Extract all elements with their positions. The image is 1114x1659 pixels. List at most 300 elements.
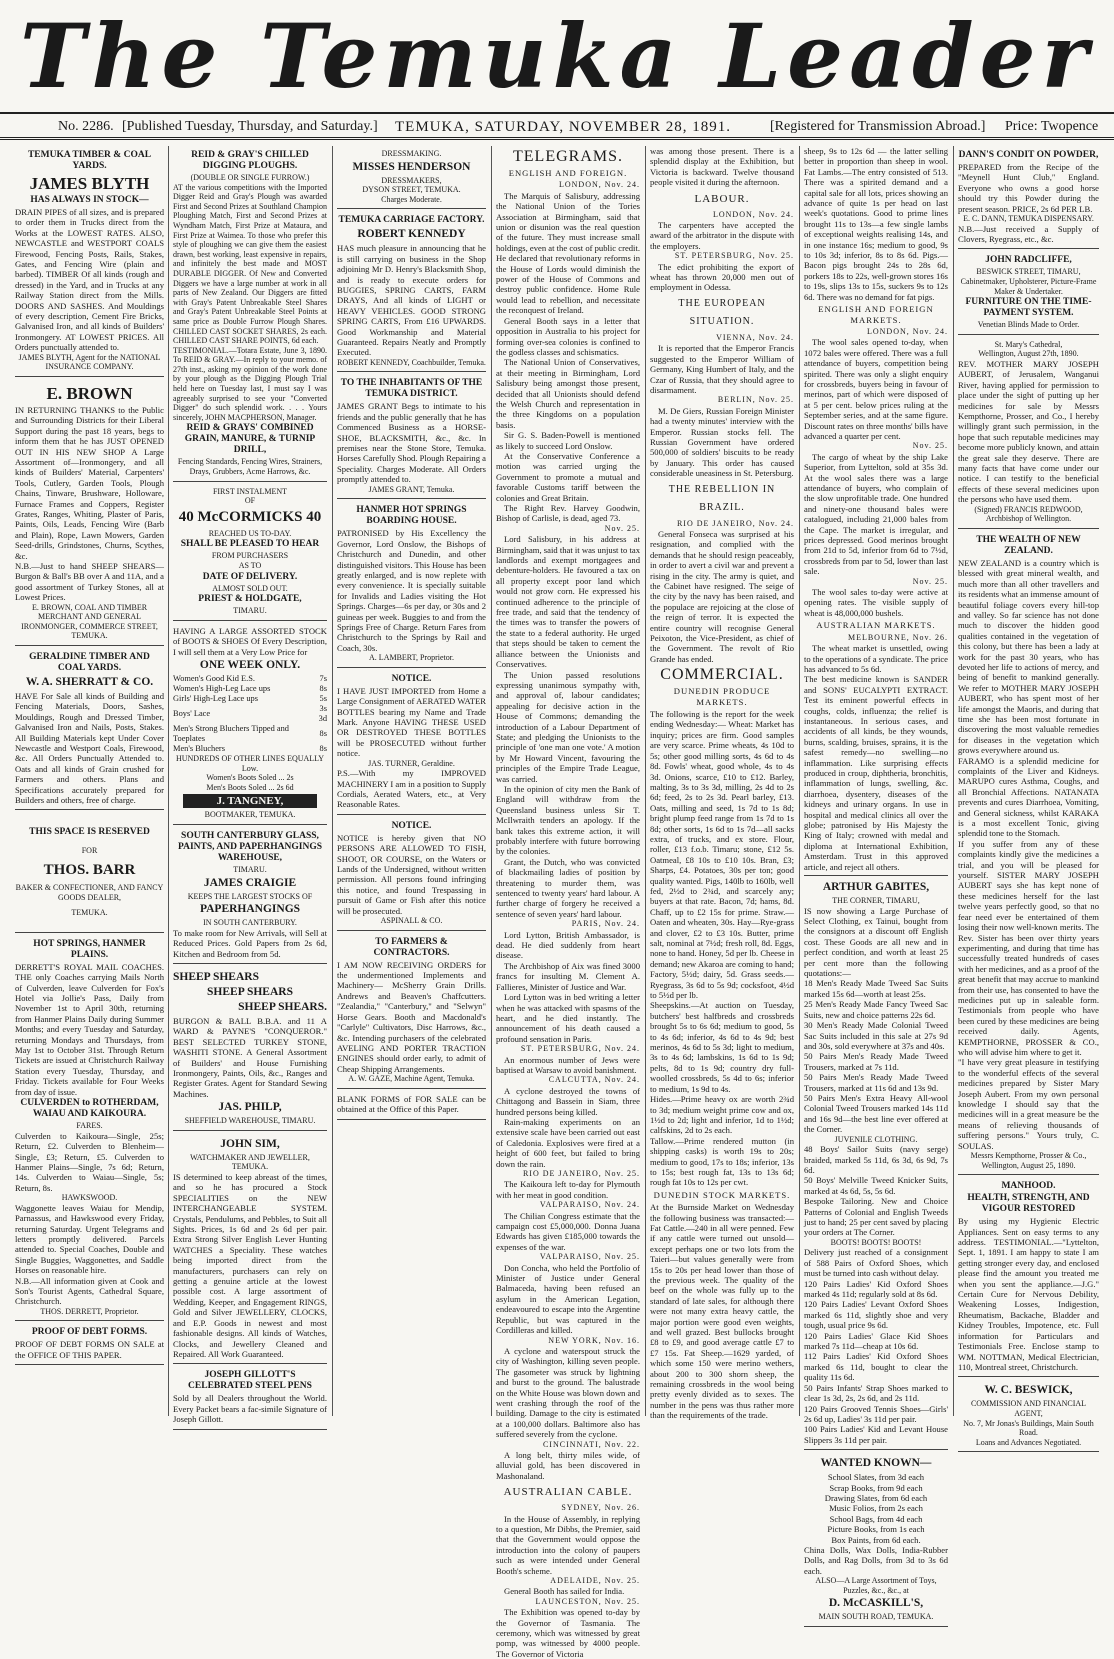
- price-row: [173, 744, 327, 754]
- ad-body: I AM NOW RECEIVING ORDERS for the undermentioned Implements and Machinery— McSherry Grain Drills. Andrews and Beaven's Chaffcutters. "Zealandia," "Canterbury," and "Selwyn" Horse Gears. Booth and Macdonald's "Carlyle" Cultivators, Disc Harrows, &c., &c. Intending purchasers of the celebrated AVELING AND PORTER TRACTION ENGINES should order early, to admit of Cheap Shipping Arrangements.: [337, 959, 486, 1074]
- price-item: Boys' Lace: [173, 709, 211, 718]
- list-item: Music Folios, from 2s each: [829, 1503, 923, 1514]
- ad-body: China Dolls, Wax Dolls, India-Rubber Dolls, and Rag Dolls, from 3d to 3s 6d each.: [804, 1544, 948, 1576]
- list-item: 25 Men's Ready Made Fancy Tweed Sac Suits, new and choice patterns 22s 6d.: [804, 999, 948, 1020]
- dispatch-text: The Marquis of Salisbury, addressing the National Union of the Tories Association at Birmingham, said that union or disunion was the real question of the future. They must increase small holdings, even at the cost of public credit. He declared that revolutionary reforms in the House of Lords would diminish the power of the House of Commons and destroy public confidence. Home Rule would lead to rebellion, and necessitate the reconquest of Ireland.: [496, 190, 640, 316]
- column-7: [955, 146, 1102, 1447]
- place-and-date: TEMUKA, SATURDAY, NOVEMBER 28, 1891.: [395, 119, 732, 135]
- list-item: 120 Pairs Ladies' Levant Oxford Shoes marked 6s 11d, slightly shoe and very tough, usual price 9s 6d.: [804, 1299, 948, 1331]
- section-title: TELEGRAMS.: [513, 148, 623, 165]
- column-6: [801, 146, 951, 1622]
- ad-signature: JAMES GRANT, Temuka.: [368, 484, 455, 494]
- list-item: 50 Pairs Infants' Strap Shoes marked to clear 1s 3d, 2s, 2s 6d, and 2s 11d.: [804, 1382, 948, 1404]
- telegram-list: [650, 333, 794, 479]
- ad-signature: THOS. DERRETT, Proprietor.: [40, 1306, 139, 1316]
- ad-signature: JAMES BLYTH, Agent for the NATIONAL INSURANCE COMPANY.: [18, 352, 161, 372]
- ad-note: N.B.—All information given at Cook and Son's Tourist Agents, Cathedral Square, Christchurch.: [15, 1275, 164, 1307]
- telegram-list: [650, 210, 794, 293]
- route-title: CULVERDEN to ROTHERDAM, WAIAU AND KAIKOURA.: [20, 1098, 159, 1120]
- ad-signature: A. LAMBERT, Proprietor.: [369, 653, 454, 663]
- column-rule: [332, 146, 333, 1416]
- advertiser-name: D. McCASKILL'S,: [828, 1597, 924, 1610]
- ad-of: OF: [244, 496, 256, 506]
- ad-line: AS TO: [238, 561, 262, 570]
- ad-trade: BOOTMAKER, TEMUKA.: [204, 810, 296, 820]
- section-title: COMMERCIAL.: [660, 666, 784, 684]
- ad-signature: ASPINALL & CO.: [380, 916, 443, 926]
- dispatch-text: The National Union of Conservatives, at their meeting in Birmingham, Lord Salisbury being amongst those present, decided that all Unionists should defend the Welsh Church and representation in the three Kingdoms on a population basis.: [496, 357, 640, 430]
- dispatch-dateline: SYDNEY, Nov. 26.: [561, 1503, 640, 1513]
- advertiser-name: E. BROWN: [46, 383, 133, 403]
- dispatch-dateline: Nov. 25.: [604, 523, 640, 533]
- ad-signature: ROBERT KENNEDY, Coachbuilder, Temuka.: [337, 357, 486, 367]
- ad-line: FROM PURCHASERS: [211, 551, 289, 561]
- newspaper-columns: [12, 146, 1102, 1659]
- column-4-telegrams: [493, 146, 643, 1659]
- ad-header: GERALDINE TIMBER AND COAL YARDS.: [29, 651, 150, 673]
- ad-note: Loans and Advances Negotiated.: [975, 1437, 1082, 1447]
- list-item: 120 Pairs Ladies' Glace Kid Shoes marked 7s 11d—cheap at 10s 6d.: [804, 1330, 948, 1352]
- ad-aspinall-notice: [337, 817, 486, 931]
- list-item: Delivery just reached of a consignment of 588 Pairs of Oxford Shoes, which must be turned into cash without delay.: [804, 1247, 948, 1279]
- dispatch-text: The Kaikoura left to-day for Plymouth with her meat in good condition.: [496, 1179, 640, 1200]
- ad-header: SOUTH CANTERBURY GLASS, PAINTS, AND PAPERHANGINGS WAREHOUSE,: [177, 830, 322, 863]
- dispatch-text: The edict prohibiting the export of wheat has thrown 20,000 men out of employment in Odessa.: [650, 261, 794, 293]
- ad-header: NOTICE.: [391, 820, 432, 831]
- ad-blyth: [15, 146, 164, 377]
- ad-mccormicks: [173, 484, 327, 621]
- ad-header: THE WEALTH OF NEW ZEALAND.: [976, 534, 1081, 556]
- section-title: THE EUROPEAN SITUATION.: [678, 297, 766, 327]
- section-subtitle: DUNEDIN PRODUCE MARKETS.: [673, 686, 771, 707]
- dispatch-text: The wool sales opened to-day, when 1072 bales were offered. There was a full attendance of buyers, competition being spirited. There was only a slight enquiry for crossbreds, buyers being in favour of merinos, part of which were disposed of at 5 per cent. below prices ruling at the September series, and at the same figure. Discount rates on three months' bills have advanced a quarter per cent.: [804, 337, 948, 441]
- ad-note: HUNDREDS OF OTHER LINES EQUALLY Low.: [175, 754, 325, 773]
- ad-place: DYSON STREET, TEMUKA.: [362, 185, 461, 195]
- price-value: 3s 3d: [318, 704, 327, 723]
- advertiser-name: W. A. SHERRATT & CO.: [25, 675, 154, 688]
- ad-place: No. 7, Mr Jonas's Buildings, Main South Road.: [963, 1418, 1094, 1438]
- ad-barr: [15, 812, 164, 932]
- ad-testimonial: TESTIMONIAL.—Totara Estate, June 3, 1890. To REID & GRAY.—In reply to your memo. of 27th inst., asking my opinion of the work done by your plough as the Digging Plough Trial held here on Tuesday last, I must say I was agreeably surprised to see your "Converted Digger" do such splendid work. . . . Yours sincerely, JOHN MACPHERSON, Manager.: [173, 345, 327, 422]
- ad-trade: DRESSMAKERS,: [381, 175, 442, 185]
- dispatch-dateline: MELBOURNE, Nov. 26.: [847, 632, 948, 642]
- list-item: 50 Pairs Men's Extra Heavy All-wool Colonial Tweed Trousers marked 14s 11d and 16s 9d—the best line ever offered at the Corner.: [804, 1092, 948, 1135]
- dispatch-text: General Booth says in a letter that opposition in Australia to his project for forming over-sea colonies is confined to the godless classes and schismatics.: [496, 315, 640, 357]
- list-item: Box Paints, from 6d each.: [831, 1534, 921, 1545]
- list-item: Bespoke Tailoring. New and Choice Patterns of Colonial and English Tweeds just to hand; 25 per cent saved by placing your orders at The Corner.: [804, 1196, 948, 1238]
- dispatch-text: Lord Salisbury, in his address at Birmingham, said that it was unjust to tax landlords and exempt mortgagees and debenture-holders. He favoured a tax on all property except poor land which would not grow corn. He expressed his continued adherence to the principle of free trade, and said that the tendency of the times was to transfer the powers of the state to a federal authority. He urged that steps should be taken to cement the alliance between the Unionists and Conservatives.: [496, 534, 640, 670]
- dispatch-text: The cargo of wheat by the ship Lake Superior, from Lyttelton, sold at 35s 3d. At the wool sales there was a large attendance of buyers, who complain of the slow unprofitable trade. One hundred and ninety-one thousand bales were catalogued, including 21,000 bales from the Cape. The market is irregular, and prices depressed. Good merinos brought from 21d to 5d, inferior from 6d to 7½d, crossbreds from par to 5d, lower than last sale.: [804, 451, 948, 577]
- ad-grant: [337, 374, 486, 499]
- dispatch-text: In the House of Assembly, in replying to a question, Mr Dibbs, the Premier, said that the Government would oppose the introduction into the colony of paupers such as were intended under General Booth's scheme.: [496, 1513, 640, 1576]
- ad-body: IS now showing a Large Purchase of Select Clothing, ex Tainui, bought from the consignors at a discount off English cost. These Goods are all new and in perfect condition, and worth at least 25 per cent more than the following quotations:—: [804, 905, 948, 979]
- ad-header: TO THE INHABITANTS OF THE TEMUKA DISTRICT.: [340, 378, 483, 400]
- ad-body: FARAMO is a splendid medicine for complaints of the Liver and Kidneys. MARUPO cures Asthma, Coughs, and all Bronchial Affections. NATANATA prevents and cures Diarrhoea, Vomiting, and General sickness, whilst KARAKA is a most excellent Tonic, giving splendid tone to the Stomach.: [958, 755, 1099, 839]
- ad-header: JOSEPH GILLOTT'S CELEBRATED STEEL PENS: [188, 1370, 312, 1392]
- ad-body: BURGON & BALL B.B.A. and 11 A WARD & PAYNE'S "CONQUEROR." BEST SELECTED TURKEY STONE, WASHITI STONE. A General Assortment of Builders' and House Furnishing Ironmongery, Paints, Oils, &c., Ranges and Register Grates. Agent for Standard Sewing Machines.: [173, 1015, 327, 1099]
- ad-place: BESWICK STREET, TIMARU,: [976, 267, 1081, 277]
- price-value: 8s: [319, 684, 327, 693]
- ad-sherratt: [15, 648, 164, 810]
- ad-hanmer-boarding: [337, 501, 486, 667]
- dispatch-text: A long belt, thirty miles wide, of alluvial gold, has been discovered in Mashonaland.: [496, 1449, 640, 1481]
- list-item: 100 Pairs Ladies' Kid and Levant House Slippers 3s 11d per pair.: [804, 1424, 948, 1445]
- ad-note: N.B.—Just to hand SHEEP SHEARS—Burgon & Ball's BB over A and 11A, and a good assortment of Turkey Stones, all at Lowest Prices.: [15, 560, 164, 603]
- advertiser-name: ROBERT KENNEDY: [357, 228, 466, 241]
- dispatch-text: The wheat market is unsettled, owing to the operations of a syndicate. The price has advanced to 5s 6d.: [804, 643, 948, 674]
- ad-gabites: [804, 876, 948, 1450]
- clothing-list: [804, 978, 948, 1134]
- dispatch-text: Lord Lytton was in bed writing a letter when he was attacked with spasms of the heart, and he died instantly. The announcement of his death caused a profound sensation in Paris.: [496, 992, 640, 1044]
- dispatch-dateline: RIO DE JANEIRO, Nov. 24.: [676, 518, 794, 528]
- dispatch-text: Don Concha, who held the Portfolio of Minister of Justice under General Balmaceda, having been refused an asylum in the American Legation, endeavoured to escape into the Argentine Republic, but was captured in the Cordilleras and killed.: [496, 1262, 640, 1336]
- ad-note: Venetian Blinds Made to Order.: [977, 320, 1080, 330]
- ad-brown: [15, 379, 164, 646]
- ad-headline: SHEEP SHEARS.: [238, 1000, 327, 1013]
- list-item: 48 Boys' Sailor Suits (navy serge) braided, marked 5s 11d, 6s 3d, 6s 9d, 7s 6d.: [804, 1144, 948, 1175]
- boots-list: [804, 1247, 948, 1445]
- ad-lead: HAVING A LARGE ASSORTED STOCK of BOOTS & SHOES Of Every Description, I will sell them at a Very Low Price for: [173, 625, 327, 657]
- list-item: School Slates, from 3d each: [827, 1472, 925, 1483]
- ad-trade: WATCHMAKER AND JEWELLER, TEMUKA.: [190, 1152, 310, 1172]
- ad-kennedy: [337, 211, 486, 372]
- ad-signature: Messrs Kempthorne, Prosser & Co., Wellington, August 25, 1890.: [970, 1151, 1087, 1170]
- price: Price: Twopence: [1005, 119, 1099, 134]
- price-item: Women's Good Kid E.S.: [173, 674, 256, 683]
- ad-headline: SHEEP SHEARS: [173, 970, 259, 983]
- ad-body: By using my Hygienic Electric Appliances. Sent on easy terms to any address. TESTIMONIAL.—"Lyttelton, Sept. 1, 1891. I am happy to state I am getting stronger every day, and enclosed please find the amount you treated me when you sent the appliance.—J.G." Certain Cure for Nervous Debility, Weakening Losses, Indigestion, Rheumatism, Backache, Bladder and Kidney Troubles, Impotence, etc. Full information for Particulars and Testimonials Free. Enclose stamp to WM. NOTTMAN, Medical Electrician, 110, Montreal street, Christchurch.: [958, 1216, 1099, 1372]
- ad-derrett-coaches: [15, 935, 164, 1322]
- registration-note: [Registered for Transmission Abroad.]: [770, 119, 986, 134]
- dispatch-dateline: Nov. 25.: [912, 441, 948, 451]
- ad-body: NOTICE is hereby given that NO PERSONS ARE ALLOWED TO FISH, SHOOT, OR COURSE, on the Waters or Lands of the Undersigned, without written permission. All persons found infringing this notice, and found Trespassing in pursuit of Game or Fish after this notice will be prosecuted.: [337, 832, 486, 916]
- ad-body: BLANK FORMS of FOR SALE can be obtained at the Office of this Paper.: [337, 1093, 486, 1115]
- dispatch-dateline: LONDON, Nov. 24.: [558, 180, 640, 190]
- ad-header: TO FARMERS & CONTRACTORS.: [373, 936, 450, 958]
- dispatch-dateline: PARIS, Nov. 24.: [571, 919, 640, 929]
- dispatch-text: A cyclone and waterspout struck the city of Washington, killing seven people. The gasometer was struck by lightning and burst to the ground. The balustrade on the White House was blown down and went crashing through the roof of the building. Damage to the city is estimated at a 100,000 dollars. Baltimore also has suffered severely from the cyclone.: [496, 1345, 640, 1440]
- advertiser-name: JAMES BLYTH: [29, 174, 150, 193]
- letter-archbishop: [958, 337, 1099, 529]
- ad-header: HANMER HOT SPRINGS BOARDING HOUSE.: [356, 505, 467, 527]
- ad-header: HOT SPRINGS, HANMER PLAINS.: [33, 938, 146, 960]
- ad-mccaskill: [804, 1452, 948, 1627]
- ad-note: Charges Moderate.: [381, 194, 442, 204]
- letter-signature: (Signed) FRANCIS REDWOOD, Archbishop of Wellington.: [974, 504, 1083, 524]
- list-item: Scrap Books, from 9d each: [829, 1482, 923, 1493]
- price-row: [173, 694, 327, 704]
- list-item: 50 Pairs Men's Ready Made Tweed Trousers, marked at 11s 6d and 13s 9d.: [804, 1072, 948, 1093]
- advertiser-name: JAMES CRAIGIE: [203, 876, 297, 889]
- column-1: [12, 146, 167, 1416]
- newspaper-title: The Temuka Leader: [20, 4, 1094, 108]
- column-rule: [799, 146, 800, 1416]
- ad-note: N.B.—Just received a Supply of Clovers, Ryegrass, etc., &c.: [958, 223, 1099, 245]
- ad-place: TIMARU.: [233, 864, 267, 874]
- section-title: THE REBELLION IN BRAZIL.: [668, 483, 776, 513]
- ad-line: DATE OF DELIVERY.: [202, 571, 298, 582]
- column-rule: [491, 146, 492, 1416]
- list-item: 112 Pairs Ladies' Kid Oxford Shoes marked 6s 11d, bought to clear the quality 11s 6d.: [804, 1351, 948, 1383]
- ad-headline: ONE WEEK ONLY.: [199, 659, 301, 671]
- section-title: LABOUR.: [694, 192, 750, 205]
- ad-header: TEMUKA CARRIAGE FACTORY.: [338, 215, 485, 226]
- ad-subheader: JUVENILE CLOTHING.: [834, 1134, 918, 1144]
- price-list: [173, 674, 327, 754]
- ad-lead: THIS SPACE IS RESERVED: [29, 827, 150, 838]
- dispatch-text: It is reported that the Emperor Francis suggested to the Emperor William of Germany, King Humbert of Italy, and the Czar of Russia, that they should agree to disarmament.: [650, 343, 794, 395]
- dispatch-text: The Right Rev. Harvey Goodwin, Bishop of Carlisle, is dead, aged 73.: [496, 503, 640, 524]
- fares-list: Culverden to Kaikoura—Single, 25s; Return, £2. Culverden to Blenheim—Single, £3; Return, £5. Culverden to Hanmer Plains—Single, 7s 6d; Return, 14s. Culverden to Waiau—Single, 5s; Return, 8s.: [15, 1130, 164, 1193]
- section-subtitle: AUSTRALIAN MARKETS.: [816, 620, 936, 631]
- ad-headline: 40 McCORMICKS 40: [178, 508, 322, 525]
- price-item: Men's Bluchers: [173, 744, 225, 753]
- ad-signature: A. W. GAZE, Machine Agent, Temuka.: [348, 1074, 475, 1084]
- letter-body: REV. MOTHER MARY JOSEPH AUBERT, of Jerusalem, Wanganui River, having applied for permission to place under the sight of putting up her medicines for sale by Messrs Kempthorne, Prosser, and Co., I hereby willingly grant such permission, in the hope that such reputable medicines may become more publicly known, and attain the great sale they deserve. There are many facts that have come under our notice. I can testify to the beneficial effects of these several medicines upon the persons who have used them.: [958, 359, 1099, 505]
- dispatch-text: At the Conservative Conference a motion was carried urging the Government to promote a mutual and favorable Customs tariff between the colonies and Great Britain.: [496, 450, 640, 503]
- dispatch-dateline: VALPARAISO, Nov. 24.: [539, 1200, 640, 1210]
- dispatch-dateline: ST. PETERSBURG, Nov. 25.: [674, 251, 794, 261]
- ad-tangney-boots: [173, 623, 327, 825]
- ad-header: TEMUKA TIMBER & COAL YARDS.: [27, 150, 152, 171]
- telegram-list: [804, 633, 948, 675]
- ad-signature: JAS. TURNER, Geraldine.: [368, 758, 455, 768]
- ad-note: Women's Boots Soled ... 2s: [206, 773, 294, 783]
- dispatch-dateline: VIENNA, Nov. 24.: [716, 332, 794, 342]
- ad-place: TEMUKA.: [71, 908, 108, 918]
- ad-blank-forms: [337, 1091, 486, 1120]
- ad-body: AT the various competitions with the Imported Digger Reid and Gray's Plough was awarded First and Second Prizes at Southland Champion Ploughing Match, First and Second Prizes at Wyndham Match, First Prize at Mataura, and First Prize at Waimea. To those who prefer this style of ploughing we can give them the easiest drawn, best working, least expensive in repairs, and infinitely the best made and MOST DURABLE DIGGER. Of New and Converted Diggers we have a large number at work in all parts of New Zealand. Our Diggers are fitted with Gray's Patent Unbreakable Steel Shares and Gray's Patent Unbreakable Steel Points at same price as Double Furrow Plough Shares. CHILLED CAST SOCKET SHARES, 2s each. CHILLED CAST SHARE POINTS, 6d each.: [173, 182, 327, 346]
- ad-lead: HAS ALWAYS IN STOCK—: [30, 195, 149, 205]
- list-item: Picture Books, from 1s each: [827, 1524, 925, 1535]
- dispatch-dateline: LONDON, Nov. 24.: [866, 326, 948, 336]
- ad-trade: COMMISSION AND FINANCIAL AGENT,: [970, 1399, 1087, 1418]
- ad-body: DERRETT'S ROYAL MAIL COACHES. THE only Coaches carrying Mails North of Culverden, leave Culverden for Fox's Hotel via Jollie's Pass, Daily from November 1st to April 30th, returning from Hanmer Plains Daily during Summer Months; and every Tuesday and Saturday, returning Mondays and Thursdays, from May 1st to October 31st. Through Return Tickets are issued at Christchurch Railway Station every Tuesday, Thursday, and Friday. Tickets available for Four Weeks from day of issue.: [15, 961, 164, 1097]
- article-text: Hides.—Prime heavy ox are worth 2¾d to 3d; medium weight prime cow and ox, 1½d to 2d; light and inferior, 1d to 1½d; calfskins, 2d to 2s each.: [650, 1094, 794, 1136]
- price-row: [173, 704, 327, 724]
- ad-place: THE CORNER, TIMARU,: [832, 896, 920, 906]
- dispatch-text: The Archbishop of Aix was fined 3000 francs for insulting M. Clement A. Fallieres, Minister of Justice and War.: [496, 960, 640, 992]
- ad-body: ALSO—A Large Assortment of Toys, Puzzles, &c., &c., at: [815, 1576, 937, 1595]
- ad-body: NEW ZEALAND is a country which is blessed with great mineral wealth, and much more than all other travellers and its residents what an immense amount of beautiful foliage covers every hill-top and valley. So far science has not done much to discover the hidden good qualities contained in the vegetation of this colony, but there has been a lady at work for the past 30 years, who has devoted her life to actions of mercy, and being of benefit to mankind generally. We refer to MOTHER MARY JOSEPH AUBERT, who has spent most of her life amongst the Maoris, and during that time she has been most fortunate in discovering the most valuable remedies for diseases in the vegetation which grows everywhere around us.: [958, 557, 1099, 756]
- ad-subheader: (DOUBLE OR SINGLE FURROW.): [190, 173, 310, 182]
- ad-body: DRAIN PIPES of all sizes, and is prepared to order them in Trucks direct from the Works at the LOWEST RATES. ALSO, NEWCASTLE and WESTPORT COALS Firewood, Fencing Posts, Rails, Stakes, Gates, and Fencing Wire (plain and barbed). TIMBER Of all kinds (rough and dressed) in the Yard, and in Trucks at any Railway Station direct from the Mills. DOORS AND SASHES. And Mouldings of every description, Cement Fire Bricks, Galvanised Iron, and all kinds of Builders' Ironmongery. AT LOWEST PRICES. All Orders punctually attended to.: [15, 207, 164, 353]
- column-rule: [645, 146, 646, 1416]
- price-row: [173, 684, 327, 694]
- clothing-list: [804, 1144, 948, 1238]
- price-value: 7s: [319, 674, 327, 683]
- ad-signature: E. C. DANN, TEMUKA DISPENSARY.: [963, 214, 1094, 224]
- ad-footer-sub: Fencing Standards, Fencing Wires, Strainers, Drays, Grubbers, Acme Harrows, &c.: [177, 457, 323, 477]
- price-item: Girls' High-Leg Lace ups: [173, 694, 259, 703]
- ad-henderson: [337, 146, 486, 209]
- price-row: [173, 724, 327, 744]
- ad-body: HAS much pleasure in announcing that he is still carrying on business in the Shop adjoining Mr D. Henry's Blacksmith Shop, and is ready to execute orders for BUGGIES, SPRING CARTS, FARM DRAYS, And all kinds of LIGHT or HEAVY VEHICLES. GOOD STRONG SPRING CARTS, From £16 UPWARDS. Good Workmanship and Material Guaranteed. Repairs Neatly and Promptly Executed.: [337, 243, 486, 358]
- ad-top: FIRST INSTALMENT: [212, 486, 288, 496]
- ad-place: MAIN SOUTH ROAD, TEMUKA.: [818, 1612, 934, 1622]
- telegram-list: [650, 519, 794, 665]
- advertiser-name: MISSES HENDERSON: [352, 160, 471, 173]
- ad-headline: SHEEP SHEARS: [207, 985, 293, 998]
- list-item: 50 Pairs Men's Ready Made Tweed Trousers, marked at 7s 11d.: [804, 1051, 948, 1072]
- ad-headline: FURNITURE ON THE TIME-PAYMENT SYSTEM.: [965, 297, 1092, 319]
- hawkswood-body: Waggonette leaves Waiau for Mendip, Parnassus, and Hawkswood every Friday, returning Saturday. Urgent Telegrams and letters promptly delivered. Parcels attended to. Special Coaches, Double and Single Buggies, Waggonettes, and Saddle Horses on reasonable hire.: [15, 1202, 164, 1276]
- list-item: 18 Men's Ready Made Tweed Sac Suits marked 15s 6d—worth at least 25s.: [804, 978, 948, 999]
- dispatch-dateline: LAUNCESTON, Nov. 25.: [535, 1596, 640, 1606]
- column-5: [647, 146, 797, 1421]
- dispatch-text: A cyclone destroyed the towns of Chittagong and Bassein in Siam, three hundred persons being killed.: [496, 1085, 640, 1117]
- dispatch-dateline: CALCUTTA, Nov. 24.: [548, 1075, 640, 1085]
- ad-header: DRESSMAKING.: [381, 149, 442, 158]
- letter-header: St. Mary's Cathedral,: [994, 339, 1063, 349]
- ad-gaze-implements: [337, 933, 486, 1089]
- ad-body: PROOF OF DEBT FORMS ON SALE at the OFFICE OF THIS PAPER.: [15, 1339, 164, 1360]
- column-3: [334, 146, 489, 1416]
- dispatch-dateline: VALPARAISO, Nov. 25.: [539, 1252, 640, 1262]
- advertiser-name: J. TANGNEY,: [183, 794, 317, 808]
- wanted-list: [804, 1472, 948, 1545]
- sanders-extract-ad: The best medicine known is SANDER and SONS' EUCALYPTI EXTRACT. Test its eminent powerful effects in coughs, colds, influenza; the relief is instantaneous. In serious cases, and accidents of all kinds, be they wounds, burns, scalding, bruises, sprains, it is the safest remedy—no swelling—no inflammation. Like surprising effects produced in croup, diphtheria, bronchitis, inflammation of lungs, swelling, &c. diarrhoea, dysentery, diseases of the kidneys and urinary organs. In use in hospital and medical clinics all over the globe; patronised by His Majesty the King of Italy; crowned with medal and diploma at International Exhibition, Amsterdam. Trust in this approved article, and reject all others.: [804, 674, 948, 876]
- section-subtitle: ENGLISH AND FOREIGN MARKETS.: [818, 304, 934, 325]
- telegram-list: [496, 1503, 640, 1659]
- section-subtitle: ENGLISH AND FOREIGN.: [508, 168, 628, 178]
- ad-philp-shears: [173, 966, 327, 1131]
- ad-lead: KEEPS THE LARGEST STOCKS OF: [187, 891, 313, 901]
- column-2: [170, 146, 330, 1425]
- dispatch-dateline: Nov. 25.: [912, 576, 948, 586]
- ad-sub: REACHED US TO-DAY.: [208, 528, 292, 538]
- telegram-list: [804, 327, 948, 618]
- price-value: 8s: [319, 729, 327, 738]
- dispatch-text: The wool sales to-day were active at opening rates. The visible supply of wheat is 48,000,000 bushels.: [804, 587, 948, 618]
- fares-title: FARES.: [76, 1121, 103, 1131]
- dispatch-dateline: ADELAIDE, Nov. 25.: [550, 1576, 640, 1586]
- advertiser-name: JOHN SIM,: [220, 1137, 280, 1150]
- ad-beswick: [958, 1379, 1099, 1452]
- ad-trade: Cabinetmaker, Upholsterer, Picture-Frame Maker & Undertaker.: [960, 277, 1097, 296]
- advertiser-name: JOHN RADCLIFFE,: [985, 255, 1072, 266]
- dispatch-text: M. De Giers, Russian Foreign Minister had a twenty minutes' interview with the Emperor. Russian stocks fell. The Russian Government have ordered 500,000 of soldiers' biscuits to be ready by January. This order has caused considerable uneasiness in St. Petersburg.: [650, 405, 794, 479]
- letter-place: Wellington, August 27th, 1890.: [978, 349, 1079, 359]
- ad-header: NOTICE.: [391, 673, 432, 684]
- dispatch-text: The Union passed resolutions expressing unanimous sympathy with, and approval of, labour candidates; appealing for decisive action in the House of Commons; demanding the introduction of a Labour Department of State; and pledging the Unionists to the principle of 'one man one vote.' A motion by Mr Howard Vincent, favouring the principles of the Empire Trade League, was carried.: [496, 669, 640, 784]
- article-text: was among those present. There is a splendid display at the Exhibition, but Victoria is backward. Twelve thousand people visited it during the afternoon.: [650, 146, 794, 188]
- dispatch-text: Sir G. S. Baden-Powell is mentioned as likely to succeed Lord Onslow.: [496, 430, 640, 451]
- ad-body: JAMES GRANT Begs to intimate to his friends and the public generally that he has Commenced Business as a HORSE-SHOE, BLACKSMITH, &c., &c. In premises near the Stone Store, Temuka. Horses Carefully Shod. Plough Repairing a Speciality. Charges Moderate. All Orders promptly attended to.: [337, 401, 486, 485]
- ad-body: If you suffer from any of these complaints kindly give the medicines a trial, and you will be pleased for yourself. SISTER MARY JOSEPH AUBERT says she has kept none of these medicines herself for the last twelve years perfectly good, so that no fear need ever be entertained of them losing their now well-known merits. The Rev. Sister has been over thirty years experimenting, and during that time has successfully treated hundreds of cases with her medicines, and as a proof of the great benefit that may accrue to mankind from their use, has consented to have the medicines put up in saleable form. Testimonials from people who have been cured by these medicines are being received daily. Agents, KEMPTHORNE, PROSSER & CO., who will advise him where to get it.: [958, 838, 1099, 1057]
- ad-line: ALMOST SOLD OUT.: [212, 583, 288, 593]
- dispatch-dateline: LONDON, Nov. 24.: [712, 209, 794, 219]
- article-text: Tallow.—Prime rendered mutton (in shipping casks) is worth 19s to 20s; medium to good, 17s to 18s; inferior, 13s to 15s; best rough fat, 13s to 13s 6d; rough fat 10s to 12s per cwt.: [650, 1135, 794, 1188]
- ad-header: DANN'S CONDIT ON POWDER,: [958, 150, 1099, 160]
- ad-gillott-pens: [173, 1366, 327, 1429]
- ad-proof-of-debt: [15, 1323, 164, 1365]
- ad-john-sim: [173, 1133, 327, 1365]
- hawkswood-title: HAWKSWOOD.: [61, 1193, 118, 1203]
- ad-body: PATRONISED by His Excellency the Governor, Lord Onslow, the Bishops of Christchurch and Dunedin, and other distinguished visitors. This House has been greatly enlarged, and is now replete with every convenience. It is specially suitable for Invalids and Ladies visiting the Hot Springs. Charges—6s per day, or 30s and 2 guineas per week. Buggies to and from the Springs Free of Charge. Return Fares from Christchurch to the Springs by Rail and Coach, 30s.: [337, 528, 486, 653]
- ad-header: REID & GRAY'S CHILLED DIGGING PLOUGHS.: [191, 150, 309, 171]
- ad-body: I HAVE JUST IMPORTED from Home a Large Consignment of AERATED WATER BOTTLES bearing my Name and Trade Mark. Anyone HAVING THESE USED OR DESTROYED THESE BOTTLES will be PROSECUTED without further notice.: [337, 685, 486, 759]
- price-item: Women's High-Leg Lace ups: [173, 684, 271, 693]
- ad-radcliffe: [958, 251, 1099, 334]
- article-text: sheep, 9s to 12s 6d — the latter selling better in proportion than sheep in wool. Fat Lambs.—The entry consisted of 513. There was a spirited demand and a capital sale for all lots, prices showing an advance of quite 1s per head on last week's quotations. Good to prime lines brought 11s to 13s—a few single lambs of exceptional weights realising 14s, and in one instance 16s; medium to good, 9s to 10s 3d; inferior, 8s to 8s 6d. Pigs.—Bacon pigs brought 24s to 28s 6d, porkers 18s to 22s, well-grown stores 16s to 19s, slips 13s to 15s, suckers 9s to 12s 6d. There was no demand for fat pigs.: [804, 146, 948, 302]
- dispatch-dateline: NEW YORK, Nov. 16.: [548, 1335, 640, 1345]
- ad-reid-gray-ploughs: [173, 146, 327, 482]
- ad-body: HAVE For Sale all kinds of Building and Fencing Materials, Doors, Sashes, Mouldings, Rough and Dressed Timber, Galvanised Iron and Nails, Posts, Stakes. All Building Materials kept Under Cover Newcastle and Westport Coals, Firewood, &c. All Orders Punctually Attended to. Oats and all kinds of Grain crushed for Farmers and others. Plans and Specifications accurately prepared for Builders and others, free of charge.: [15, 690, 164, 806]
- ad-craigie: [173, 827, 327, 964]
- ad-place: TIMARU.: [233, 606, 267, 616]
- ad-place: SHEFFIELD WAREHOUSE, TIMARU.: [184, 1116, 316, 1126]
- ad-trade: BAKER & CONFECTIONER, AND FANCY GOODS DEALER,: [15, 883, 164, 902]
- ad-wealth-nz: [958, 531, 1099, 1175]
- ad-header: PROOF OF DEBT FORMS.: [31, 1327, 148, 1338]
- masthead: [0, 0, 1114, 112]
- ad-subheader: BOOTS! BOOTS! BOOTS!: [830, 1237, 922, 1247]
- ad-signature: E. BROWN, COAL AND TIMBER MERCHANT AND GENERAL IRONMONGER, COMMERCE STREET, TEMUKA.: [21, 602, 158, 641]
- section-title: AUSTRALIAN CABLE.: [503, 1486, 633, 1499]
- ad-for: FOR: [81, 846, 98, 856]
- article-text: At the Burnside Market on Wednesday the following business was transacted:— Fat Cattle.—240 in all were penned. Few if any cattle were turned out unsold—except perhaps one or two lots from the Taieri—but values generally were from 15s to 20s per head lower than those of the previous week. The quality of the beef on the whole was fully up to the standard of late sales, for although there were not many extra heavy cattle, the major portion were good even weights, and well grazed. Best bullocks brought £8 to £9, and good average cattle £7 to £7 15s. Fat Sheep.—1629 yarded, of which some 150 were merino wethers, about 200 to 300 shorn sheep, the remaining crossbreds in the wool being pretty evenly divided as to sexes. The number in the pens was thus rather more than the requirements of the trade.: [650, 1202, 794, 1421]
- section-subtitle: DUNEDIN STOCK MARKETS.: [653, 1189, 791, 1200]
- ad-testimonial: "I have very great pleasure in testifying to the wonderful effects of the several medicines prepared by Sister Mary Joseph Aubert. From my own personal knowledge I should say that the medicines will in a great measure be the means of relieving thousands of suffering persons." Yours truly, C. SOULAS.: [958, 1057, 1099, 1151]
- ad-body: IS determined to keep abreast of the times, and so he has procured a Stock SPECIALITIES on the NEW INTERCHANGEABLE SYSTEM. Crystals, Pendulums, and Pebbles, to Suit all Sights. Prices, 1s 6d and 2s 6d per pair. Extra Strong Silver English Lever Hunting WATCHES a Speciality. These watches being imported direct from the manufacturers, purchasers can rely on getting a genuine article at the lowest possible cost. A large assortment of Wedding, Keeper, and Engagement RINGS, Gold and Silver JEWELLERY, CLOCKS, and E.P. Goods in newest and most fashionable designs. All kinds of Watches, Clocks, and Jewellery Cleaned and Repaired. All Work Guaranteed.: [173, 1172, 327, 1359]
- ad-headline: WANTED KNOWN—: [820, 1457, 932, 1470]
- dispatch-text: Grant, the Dutch, who was convicted of blackmailing ladies of position by threatening to murder them, was sentenced to twenty years' hard labour. A further charge of forgery he received a sentence of seven years' hard labour.: [496, 856, 640, 919]
- column-rule: [953, 146, 954, 1416]
- ad-body: To make room for New Arrivals, will Sell at Reduced Prices. Gold Papers from 2s 6d, Kitchen and Bedroom from 5d.: [173, 927, 327, 959]
- ad-line: SHALL BE PLEASED TO HEAR: [180, 539, 320, 550]
- ad-body: IN RETURNING THANKS to the Public and Surrounding Districts for their Liberal Support during the past 18 years, begs to inform them that he has JUST OPENED OUT IN HIS NEW SHOP A Large Assortment of—Ironmongery, and all kinds of Builders' Material, Carpenters' Tools, Cutlery, Garden Tools, Plough Chains, Tinware, Brushware, Holloware, Furnace Frames and Coppers, Register Grates, Ranges, Whiting, Plaster of Paris, Paints, Oils, Leads, Fencing Wire (Barb and Plain), Rope, Lawn Mowers, Garden Seed-drills, Grindstones, Churns, Scythes, &c.: [15, 404, 164, 561]
- ad-turner-notice: [337, 670, 486, 815]
- advertiser-name: JAS. PHILP,: [218, 1101, 282, 1114]
- issue-number: No. 2286.: [58, 119, 114, 134]
- list-item: School Bags, from 4d each: [829, 1513, 923, 1524]
- price-row: [173, 674, 327, 684]
- ad-headline: PAPERHANGINGS: [199, 903, 301, 916]
- publication-days: [Published Tuesday, Thursday, and Saturday.]: [122, 119, 378, 134]
- ad-dann: [958, 146, 1099, 249]
- list-item: 120 Pairs Ladies' Kid Oxford Shoes marked 4s 11d; regularly sold at 8s 6d.: [804, 1278, 948, 1300]
- ad-footer: REID & GRAYS' COMBINED GRAIN, MANURE, & TURNIP DRILL,: [184, 423, 316, 456]
- list-item: 120 Pairs Grooved Tennis Shoes—Girls' 2s 6d up, Ladies' 3s 11d per pair.: [804, 1403, 948, 1424]
- dispatch-dateline: ST. PETERSBURG, Nov. 24.: [520, 1044, 640, 1054]
- ad-note: Men's Boots Soled ... 2s 6d: [206, 782, 294, 792]
- dispatch-text: Rain-making experiments on an extensive scale have been carried out east of Caledonia. Explosives were fired at a height of 600 feet, but failed to bring down the rain.: [496, 1116, 640, 1169]
- ad-headline: HEALTH, STRENGTH, AND VIGOUR RESTORED: [967, 1193, 1090, 1215]
- price-value: 8s: [319, 744, 327, 753]
- ad-header: MANHOOD.: [1001, 1181, 1056, 1192]
- dispatch-text: Lord Lytton, British Ambassador, is dead. He died suddenly from heart disease.: [496, 929, 640, 961]
- dispatch-text: General Fonseca was surprised at his resignation, and complied with the demands that he should resign peaceably, in order to avert a civil war and prevent a rising in the city. The army is quiet, and the Cabinet have resigned. The seige of the city by the navy has been raised, and the populace are rejoicing at the close of the reign of terror. It is expected the entire country will recognise General Peixoton, the Vice-President, as chief of the Government. The revolt of Rio Grande has ended.: [650, 528, 794, 664]
- dispatch-text: The Chilian Congress estimate that the campaign cost £5,000,000. Donna Juana Edwards has given £185,000 towards the expenses of the war.: [496, 1210, 640, 1252]
- ad-where: IN SOUTH CANTERBURY.: [203, 918, 297, 928]
- ad-manhood: [958, 1177, 1099, 1377]
- column-rule: [168, 146, 169, 1416]
- list-item: 30 Men's Ready Made Colonial Tweed Sac Suits included in this sale at 27s 9d and 30s, sold everywhere at 37s and 40s.: [804, 1020, 948, 1051]
- advertiser-name: PRIEST & HOLDGATE,: [198, 594, 302, 605]
- ad-note: P.S.—With my IMPROVED MACHINERY I am in a position to Supply Cordials, Aerated Waters, etc., at Very Reasonable Rates.: [337, 768, 486, 810]
- dispatch-dateline: CINCINNATI, Nov. 22.: [542, 1439, 640, 1449]
- advertiser-name: W. C. BESWICK,: [984, 1384, 1073, 1397]
- ad-body: PREPARED from the Recipe of the "Meynell Hunt Club," England. Everyone who owns a good horse should try this Powder during the present season. PRICE, 2s 6d PER LB.: [958, 162, 1099, 214]
- dispatch-text: In the opinion of city men the Bank of England will withdraw from the Queensland business unless Sir T. McIlwraith tenders an apology. If the bank takes this extreme action, it will probably interfere with future borrowing by the colonies.: [496, 783, 640, 857]
- dispatch-text: General Booth has sailed for India.: [504, 1586, 625, 1597]
- list-item: 50 Boys' Melville Tweed Knicker Suits, marked at 4s 6d, 5s, 5s 6d.: [804, 1175, 948, 1196]
- price-item: Men's Strong Bluchers Tipped and Toeplates: [173, 724, 289, 743]
- list-item: Drawing Slates, from 6d each: [824, 1492, 928, 1503]
- dispatch-dateline: RIO DE JANEIRO, Nov. 25.: [522, 1169, 640, 1178]
- dateline-bar: [0, 112, 1114, 140]
